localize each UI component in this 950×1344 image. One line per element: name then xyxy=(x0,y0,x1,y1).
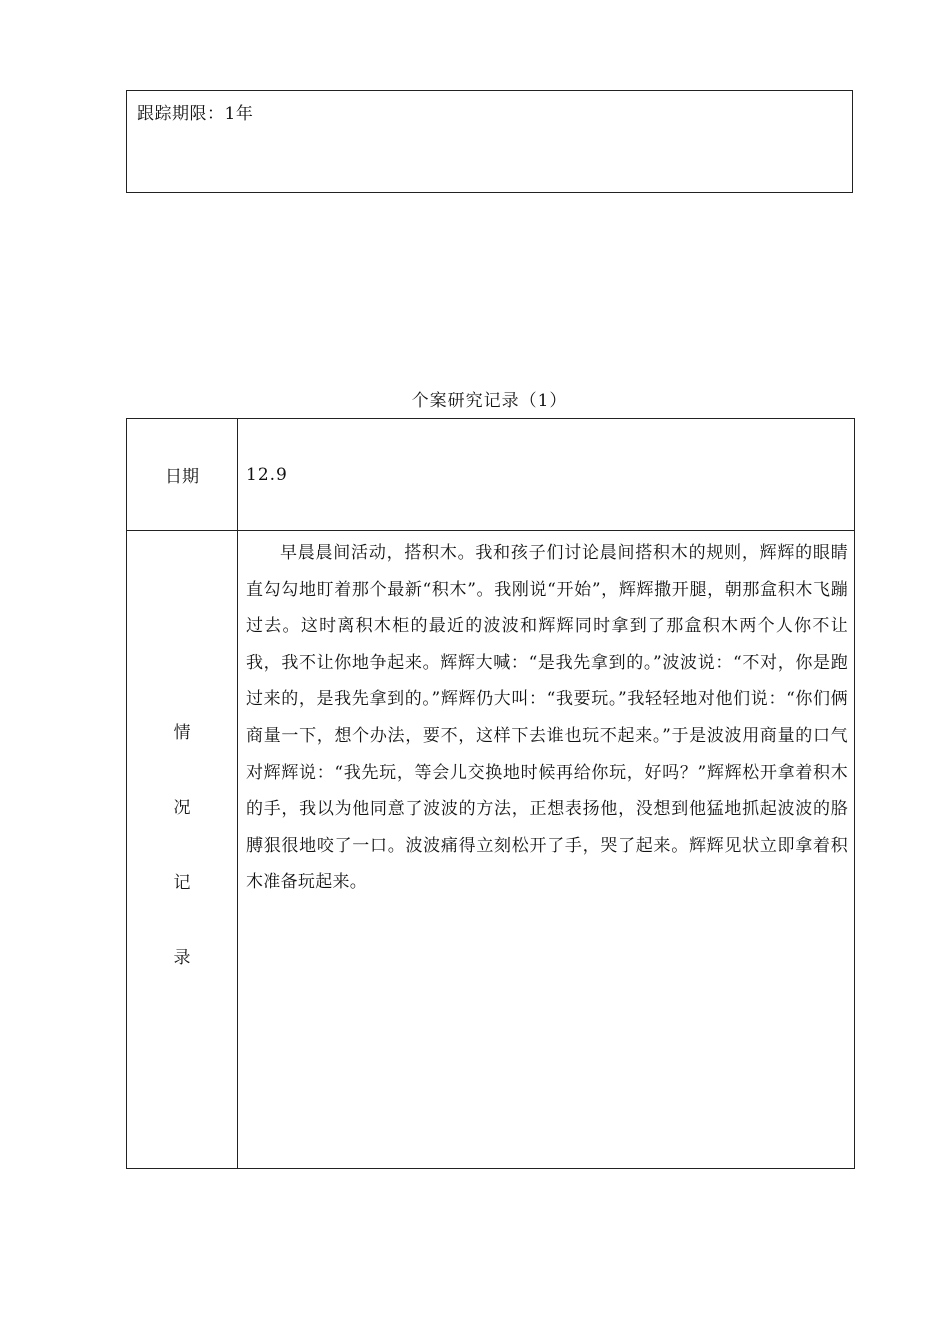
situation-label xyxy=(127,531,237,1021)
date-label-cell xyxy=(127,419,238,531)
date-row xyxy=(127,419,855,531)
date-value-cell xyxy=(238,419,855,531)
situation-label-char: 记 xyxy=(173,873,191,893)
situation-text-cell xyxy=(238,531,855,1169)
situation-text: 早晨晨间活动，搭积木。我和孩子们讨论晨间搭积木的规则，辉辉的眼睛直勾勾地盯着那个最新“积木”。我刚说“开始”，辉辉撒开腿，朝那盒积木飞蹦过去。这时离积木柜的最近的波波和辉辉同时拿到了那盒积木两个人你不让我，我不让你地争起来。辉辉大喊：“是我先拿到的。”波波说：“不对，你是跑过来的，是我先拿到的。”辉辉仍大叫：“我要玩。”我轻轻地对他们说：“你们俩商量一下，想个办法，要不，这样下去谁也玩不起来。”于是波波用商量的口气对辉辉说：“我先玩，等会儿交换地时候再给你玩，好吗？”辉辉松开拿着积木的手，我以为他同意了波波的方法，正想表扬他，没想到他猛地抓起波波的胳膊狠很地咬了一口。波波痛得立刻松开了手，哭了起来。辉辉见状立即拿着积木准备玩起来。 xyxy=(246,543,848,893)
situation-label-char: 情 xyxy=(173,723,191,743)
situation-label-cell xyxy=(127,531,238,1169)
tracking-period-box xyxy=(126,90,853,193)
date-value: 12.9 xyxy=(246,464,288,485)
case-record-table xyxy=(126,418,855,1169)
situation-row xyxy=(127,531,855,1169)
record-title: 个案研究记录（1） xyxy=(411,391,568,411)
tracking-period-text: 跟踪期限：1年 xyxy=(137,104,254,124)
situation-label-char: 况 xyxy=(173,798,191,818)
date-label: 日期 xyxy=(165,467,199,487)
situation-label-char: 录 xyxy=(173,948,191,968)
